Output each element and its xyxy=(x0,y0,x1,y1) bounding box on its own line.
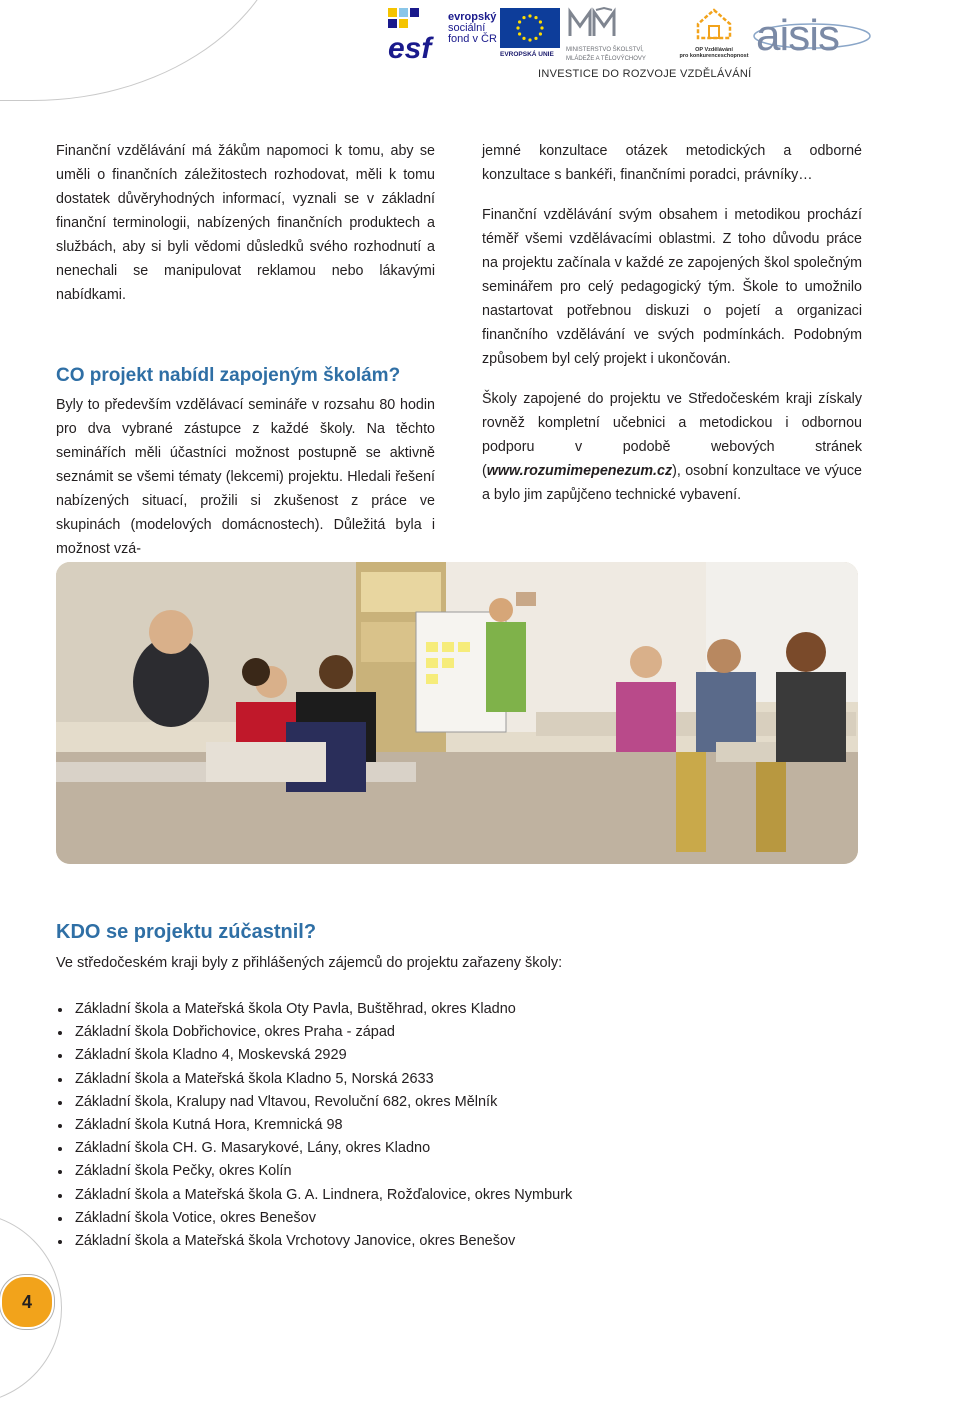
list-item: Základní škola Votice, okres Benešov xyxy=(56,1207,572,1230)
op-mark-icon xyxy=(678,6,750,42)
right-paragraph-2: Finanční vzdělávání svým obsahem i metodikou prochází téměř všemi vzdělávacími oblastmi. Z toho důvodu práce na projektu začínala v každé ze zapojených škol společným seminářem pro celý pedagogický tým. Škole to umožnilo nastartovat potřebnou diskuzi o pojetí a organizaci finančního vzdělávání ve svých podmínkách. Podobným způsobem byl celý projekt i ukončován. xyxy=(482,207,862,367)
classroom-photo xyxy=(56,562,858,864)
list-item: Základní škola Pečky, okres Kolín xyxy=(56,1160,572,1183)
right-paragraph-1: jemné konzultace otázek metodických a odborné konzultace s bankéři, finančními poradci, právníky… xyxy=(482,143,862,183)
p3-text-after: ), osobní konzultace ve výuce a bylo jim zapůjčeno technické vybavení. xyxy=(482,463,862,503)
list-item: Základní škola Kutná Hora, Kremnická 98 xyxy=(56,1114,572,1137)
corner-decoration xyxy=(0,0,291,101)
list-item: Základní škola a Mateřská škola G. A. Lindnera, Rožďalovice, okres Nymburk xyxy=(56,1184,572,1207)
website-link[interactable]: www.rozumimepenezum.cz xyxy=(486,463,673,479)
op-logo xyxy=(678,6,750,64)
msmt-logo xyxy=(566,6,686,64)
eu-flag-icon xyxy=(500,8,560,48)
list-item: Základní škola a Mateřská škola Oty Pavla, Buštěhrad, okres Kladno xyxy=(56,998,572,1021)
esf-line-2: sociální xyxy=(448,22,486,34)
left-column-body xyxy=(56,393,435,561)
list-item: Základní škola Dobřichovice, okres Praha - západ xyxy=(56,1021,572,1044)
esf-line-1: evropský xyxy=(448,11,497,23)
list-item: Základní škola Kladno 4, Moskevská 2929 xyxy=(56,1044,572,1067)
p3-text-before: Školy zapojené do projektu ve Středočeském kraji získaly rovněž kompletní učebnici a metodickou i odbornou podporu v podobě webových stránek ( xyxy=(482,391,862,479)
esf-logo xyxy=(388,8,498,62)
svg-text:aisis: aisis xyxy=(756,11,840,60)
op-caption-1: OP Vzdělávání xyxy=(695,47,733,53)
schools-intro: Ve středočeském kraji byly z přihlášených zájemců do projektu zařazeny školy: xyxy=(56,955,563,971)
eu-caption: EVROPSKÁ UNIE xyxy=(500,51,554,58)
list-item: Základní škola CH. G. Masarykové, Lány, okres Kladno xyxy=(56,1137,572,1160)
list-item: Základní škola, Kralupy nad Vltavou, Revoluční 682, okres Mělník xyxy=(56,1091,572,1114)
svg-text:esf: esf xyxy=(388,32,432,62)
right-paragraph-3 xyxy=(482,387,862,507)
esf-mark-icon xyxy=(388,8,446,62)
aisis-logo xyxy=(750,6,875,62)
eu-logo xyxy=(500,8,562,62)
logo-header xyxy=(388,4,873,86)
page-number: 4 xyxy=(0,1275,54,1329)
list-item: Základní škola a Mateřská škola Vrchotovy Janovice, okres Benešov xyxy=(56,1230,572,1253)
section-heading-co: CO projekt nabídl zapojeným školám? xyxy=(56,365,401,386)
left-column-intro xyxy=(56,139,435,307)
msmt-caption-1: MINISTERSTVO ŠKOLSTVÍ, xyxy=(566,47,644,53)
aisis-wordmark-icon xyxy=(750,6,875,62)
body-paragraph: Byly to především vzdělávací semináře v rozsahu 80 hodin pro dva vybrané zástupce z každé školy. Na těchto seminářích měli účastníci možnost postupně se aktivně seznámit se všemi tématy (lekcemi) projektu. Hledali řešení nabízených situací, prožili si zkušenost z práce ve skupinách (modelových domácnostech). Důležitá byla i možnost vzá- xyxy=(56,397,435,557)
tagline: INVESTICE DO ROZVOJE VZDĚLÁVÁNÍ xyxy=(538,68,752,80)
section-heading-kdo: KDO se projektu zúčastnil? xyxy=(56,921,317,943)
op-caption-2: pro konkurenceschopnost xyxy=(679,53,749,59)
list-item: Základní škola a Mateřská škola Kladno 5, Norská 2633 xyxy=(56,1068,572,1091)
msmt-caption-2: MLÁDEŽE A TĚLOVÝCHOVY xyxy=(566,56,646,62)
school-list xyxy=(56,998,572,1253)
intro-paragraph: Finanční vzdělávání má žákům napomoci k tomu, aby se uměli o finančních záležitostech rozhodovat, měli k tomu dostatek důvěryhodných informací, vyznali se v základní finanční terminologii, nabízených finančních produktech a službách, aby si byli vědomi důsledků svého rozhodnutí a nenechali se manipulovat reklamou nebo lákavými nabídkami. xyxy=(56,143,435,303)
msmt-mark-icon xyxy=(566,6,626,40)
right-column xyxy=(482,139,862,507)
esf-line-3: fond v ČR xyxy=(448,33,497,45)
